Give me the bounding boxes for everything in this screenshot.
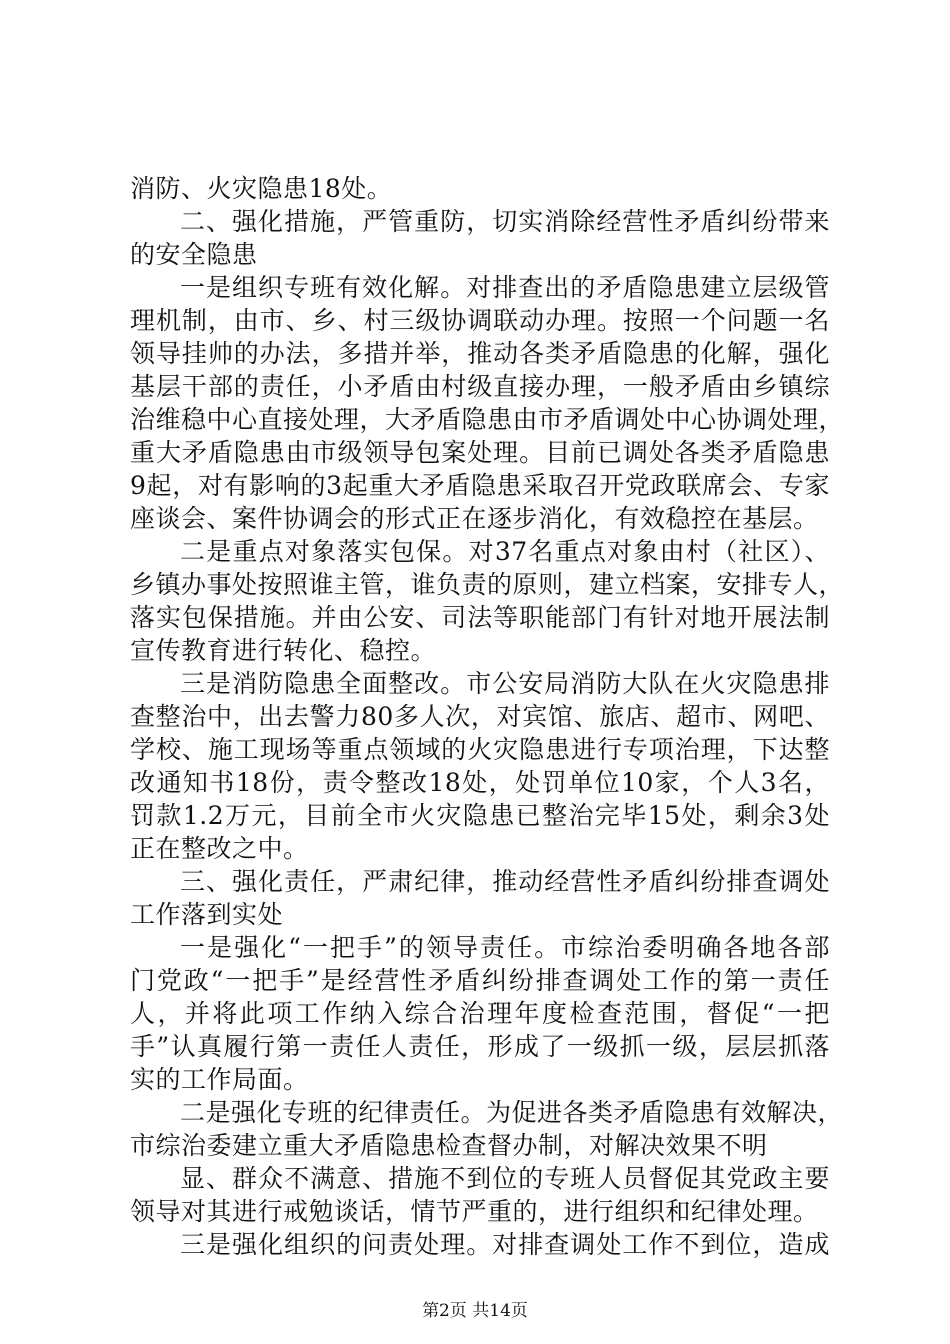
- text-line: 市综治委建立重大矛盾隐患检查督办制，对解决效果不明: [130, 1131, 768, 1160]
- text-line: 一是组织专班有效化解。对排查出的矛盾隐患建立层级管: [180, 273, 830, 302]
- text-line: 领导挂帅的办法，多措并举，推动各类矛盾隐患的化解，强化: [130, 339, 830, 368]
- text-line: 乡镇办事处按照谁主管，谁负责的原则，建立档案，安排专人，: [130, 570, 845, 599]
- text-line: 实的工作局面。: [130, 1065, 309, 1094]
- text-line: 正在整改之中。: [130, 834, 309, 863]
- text-line: 三是强化组织的问责处理。对排查调处工作不到位，造成: [180, 1230, 830, 1259]
- text-line: 人，并将此项工作纳入综合治理年度检查范围，督促“一把: [130, 999, 830, 1028]
- text-line: 三是消防隐患全面整改。市公安局消防大队在火灾隐患排: [180, 669, 830, 698]
- text-line: 门党政“一把手”是经营性矛盾纠纷排查调处工作的第一责任: [130, 966, 830, 995]
- text-line: 理机制，由市、乡、村三级协调联动办理。按照一个问题一名: [130, 306, 830, 335]
- text-line: 座谈会、案件协调会的形式正在逐步消化，有效稳控在基层。: [130, 504, 819, 533]
- text-line: 显、群众不满意、措施不到位的专班人员督促其党政主要: [180, 1164, 830, 1193]
- page-footer: 第2页 共14页: [422, 1301, 528, 1321]
- text-line: 改通知书18份，责令整改18处，处罚单位10家，个人3名，: [130, 768, 830, 797]
- text-line: 基层干部的责任，小矛盾由村级直接办理，一般矛盾由乡镇综: [130, 372, 830, 401]
- text-line: 重大矛盾隐患由市级领导包案处理。目前已调处各类矛盾隐患: [130, 438, 830, 467]
- text-line: 落实包保措施。并由公安、司法等职能部门有针对地开展法制: [130, 603, 830, 632]
- text-line: 消防、火灾隐患18处。: [130, 174, 393, 203]
- text-line: 宣传教育进行转化、稳控。: [130, 636, 437, 665]
- text-line: 查整治中，出去警力80多人次，对宾馆、旅店、超市、网吧、: [130, 702, 830, 731]
- text-line: 罚款1.2万元，目前全市火灾隐患已整治完毕15处，剩余3处: [130, 801, 830, 830]
- section-heading: 工作落到实处: [130, 900, 284, 929]
- text-line: 9起，对有影响的3起重大矛盾隐患采取召开党政联席会、专家: [130, 471, 830, 500]
- text-line: 治维稳中心直接处理，大矛盾隐患由市矛盾调处中心协调处理，: [130, 405, 845, 434]
- text-line: 学校、施工现场等重点领域的火灾隐患进行专项治理，下达整: [130, 735, 830, 764]
- text-line: 一是强化“一把手”的领导责任。市综治委明确各地各部: [180, 933, 830, 962]
- section-heading: 的安全隐患: [130, 240, 258, 269]
- text-line: 领导对其进行戒勉谈话，情节严重的，进行组织和纪律处理。: [130, 1197, 819, 1226]
- text-line: 二是强化专班的纪律责任。为促进各类矛盾隐患有效解决，: [180, 1098, 844, 1127]
- text-line: 二是重点对象落实包保。对37名重点对象由村（社区）、: [180, 537, 830, 566]
- section-heading: 二、强化措施，严管重防，切实消除经营性矛盾纠纷带来: [180, 207, 830, 236]
- section-heading: 三、强化责任，严肃纪律，推动经营性矛盾纠纷排查调处: [180, 867, 830, 896]
- text-line: 手”认真履行第一责任人责任，形成了一级抓一级，层层抓落: [130, 1032, 830, 1061]
